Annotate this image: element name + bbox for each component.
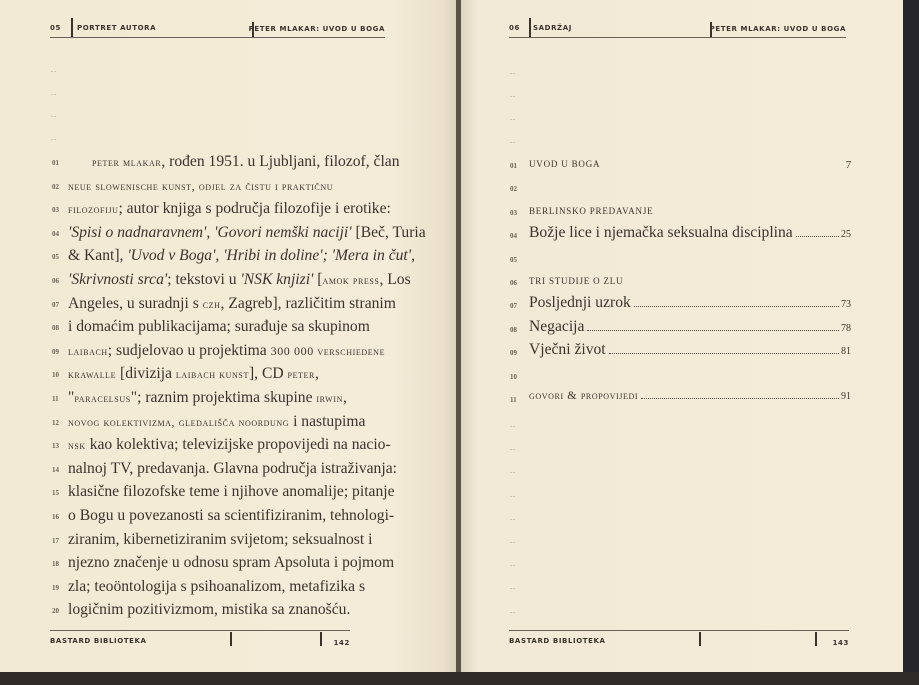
text-run: ,: [314, 365, 319, 383]
text-run: zla; teoöntologija s psihoanalizom, metafizika s: [68, 577, 366, 595]
text-line: [68, 271, 411, 289]
dot-leader: [609, 353, 839, 354]
placeholder-dots: ..: [510, 605, 516, 615]
line-number: 09: [52, 347, 59, 356]
text-line: [68, 413, 365, 431]
line-number: 13: [52, 442, 59, 451]
text-line: [68, 200, 391, 218]
placeholder-dots: ..: [510, 420, 516, 429]
toc-line-number: 07: [510, 302, 517, 311]
left-running-header: [50, 15, 385, 38]
footer-divider: [320, 632, 322, 646]
right-footer: [509, 630, 849, 651]
placeholder-dots: ..: [51, 132, 57, 142]
dot-leader: [587, 330, 839, 331]
line-number: 14: [52, 465, 59, 474]
toc-entry: [529, 388, 851, 403]
text-run: filozofiju: [68, 202, 119, 217]
line-number: 17: [52, 536, 59, 545]
text-run: nsk: [68, 438, 86, 453]
toc-line-number: 04: [510, 232, 517, 241]
line-number: 07: [52, 300, 59, 309]
text-run: i domaćim publikacijama; surađuje sa skupinom: [68, 318, 370, 336]
text-run: ], CD: [248, 365, 288, 383]
toc-section-heading: TRI STUDIJE O ZLU: [529, 276, 624, 286]
text-run: 'NSK knjizi': [240, 271, 314, 288]
placeholder-dots: ..: [510, 113, 516, 122]
left-footer: [50, 630, 350, 651]
line-number: 16: [52, 513, 59, 521]
text-run: klasične filozofske teme i njihove anomalije; pitanje: [68, 483, 395, 501]
text-line: [68, 460, 397, 478]
line-number: 08: [52, 324, 59, 333]
line-number: 11: [52, 395, 59, 403]
text-run: o Bogu u povezanosti sa scientifiziranim, tehnologi-: [68, 507, 395, 524]
toc-line-number: 02: [510, 185, 517, 194]
footer-divider: [230, 632, 232, 646]
toc-page-number: 81: [841, 346, 851, 358]
placeholder-dots: ..: [510, 489, 516, 499]
text-run: njezno značenje u odnosu spram Apsoluta i pojmom: [68, 554, 395, 572]
placeholder-dots: ..: [510, 136, 516, 145]
toc-entry-title: Vječni život: [529, 341, 606, 359]
placeholder-dots: ..: [51, 65, 57, 74]
text-run: neue slowenische kunst, odjel za čistu i praktičnu: [68, 178, 334, 193]
line-number: 03: [52, 206, 59, 215]
text-run: nalnoj TV, predavanja. Glavna područja istraživanja:: [68, 459, 397, 477]
text-run: laibach: [68, 343, 108, 358]
toc-entry: [529, 341, 851, 359]
text-run: 'Spisi o nadnaravnem', 'Govori nemški naciji': [68, 223, 352, 241]
text-run: krawalle: [68, 367, 117, 382]
text-run: ; sudjelovao u projektima: [107, 341, 271, 359]
text-line: [68, 483, 395, 501]
text-line: [68, 507, 394, 525]
text-run: ,: [342, 389, 347, 406]
book-bottom-edge: [0, 672, 919, 685]
header-divider: [529, 18, 531, 37]
text-run: ziranim, kibernetiziranim svijetom; seksualnost i: [68, 530, 373, 548]
text-run: paracelsus: [74, 391, 131, 405]
text-run: novog kolektivizma, gledališča noordung: [68, 414, 290, 429]
left-page: [0, 0, 458, 672]
toc-entry-title: Božje lice i njemačka seksualna disciplina: [529, 224, 793, 242]
placeholder-dots: ..: [510, 536, 516, 545]
text-run: , rođen 1951. u Ljubljani, filozof, član: [161, 153, 400, 170]
header-divider: [71, 18, 73, 37]
left-header-section: PORTRET AUTORA: [77, 24, 157, 32]
text-run: amok press: [322, 273, 380, 287]
toc-entry-title: govori & propovijedi: [529, 388, 639, 402]
toc-line-number: 06: [510, 279, 517, 287]
toc-line-number: 08: [510, 325, 517, 334]
line-number: 12: [52, 418, 59, 427]
text-run: peter mlakar: [92, 155, 162, 169]
text-run: 'Skrivnosti srca': [68, 271, 168, 288]
book-edge: [903, 0, 919, 685]
toc-page-number: 25: [841, 229, 851, 241]
text-run: & Kant],: [68, 247, 128, 265]
right-header-page-number: 06: [509, 24, 520, 32]
placeholder-dots: ..: [510, 582, 516, 592]
text-line: [68, 531, 372, 549]
right-footer-label: BASTARD BIBLIOTEKA: [509, 637, 606, 645]
left-header-page-number: 05: [50, 24, 61, 32]
text-line: [92, 153, 400, 171]
line-number: 18: [52, 560, 59, 569]
right-header-section: SADRŽAJ: [533, 24, 572, 32]
line-number: 19: [52, 583, 59, 592]
left-footer-label: BASTARD BIBLIOTEKA: [50, 637, 147, 645]
text-run: peter: [287, 367, 315, 382]
right-running-header: [509, 15, 846, 38]
line-number: 05: [52, 253, 59, 262]
toc-entry-title: Negacija: [529, 317, 585, 335]
text-run: [divizija: [116, 365, 176, 383]
line-number: 10: [52, 371, 59, 380]
placeholder-dots: ..: [51, 110, 57, 119]
placeholder-dots: ..: [510, 443, 516, 453]
text-run: "; raznim projektima skupine: [130, 389, 317, 406]
toc-page-number: 78: [841, 322, 851, 334]
toc-page-number: 91: [841, 391, 851, 402]
line-number: 01: [52, 159, 59, 167]
text-run: logičnim pozitivizmom, mistika sa znanošću.: [68, 601, 351, 619]
placeholder-dots: ..: [510, 466, 516, 476]
dot-leader: [796, 236, 839, 237]
toc-line-number: 01: [510, 162, 517, 170]
placeholder-dots: ..: [51, 87, 57, 97]
left-header-title: PETER MLAKAR: UVOD U BOGA: [248, 25, 385, 33]
toc-section-heading: BERLINSKO PREDAVANJE: [529, 205, 654, 216]
text-run: czh: [202, 296, 221, 311]
text-line: [68, 295, 396, 313]
text-line: [68, 224, 426, 242]
text-line: [68, 318, 370, 336]
text-run: kao kolektiva; televizijske propovijedi na nacio-: [85, 436, 391, 454]
line-number: 02: [52, 182, 59, 191]
placeholder-dots: ..: [510, 559, 516, 569]
toc-line-number: 09: [510, 349, 517, 358]
text-run: laibach kunst: [175, 367, 249, 382]
text-run: , Los: [379, 271, 411, 288]
line-number: 20: [52, 607, 59, 616]
text-line: [68, 436, 391, 454]
text-line: [68, 554, 394, 572]
text-run: 300 000 verschiedene: [270, 343, 386, 358]
text-run: i nastupima: [289, 412, 366, 430]
text-line: [68, 389, 347, 407]
text-line: [68, 601, 350, 619]
text-line: [68, 247, 415, 265]
placeholder-dots: ..: [510, 67, 516, 76]
text-run: , Zagreb], različitim stranim: [220, 294, 396, 312]
placeholder-dots: ..: [510, 90, 516, 99]
line-number: 15: [52, 489, 59, 498]
toc-entry: [529, 294, 851, 312]
footer-divider: [699, 632, 701, 646]
text-line: [68, 365, 319, 383]
toc-line-number: 03: [510, 208, 517, 217]
toc-page-number: 7: [845, 159, 852, 171]
right-footer-page-number: 143: [832, 639, 849, 647]
toc-line-number: 11: [510, 396, 517, 404]
toc-entry: [529, 224, 851, 242]
text-run: [Beč, Turia: [351, 223, 426, 241]
dot-leader: [634, 306, 839, 307]
toc-line-number: 05: [510, 255, 517, 264]
text-run: ": [68, 389, 75, 406]
text-run: irwin: [316, 391, 343, 405]
placeholder-dots: ..: [510, 512, 516, 522]
toc-line-number: 10: [510, 372, 517, 381]
text-run: [: [313, 271, 323, 288]
text-line: [68, 177, 333, 195]
toc-section-heading: UVOD U BOGA: [529, 159, 601, 169]
footer-divider: [815, 632, 817, 646]
line-number: 04: [52, 229, 59, 238]
right-header-title: PETER MLAKAR: UVOD U BOGA: [709, 25, 846, 33]
text-line: [68, 342, 385, 360]
dot-leader: [641, 398, 839, 399]
text-run: ; autor knjiga s područja filozofije i erotike:: [118, 200, 391, 218]
right-page: [460, 0, 903, 672]
toc-entry: [529, 318, 851, 336]
toc-page-number: 73: [841, 299, 851, 311]
line-number: 06: [52, 277, 59, 285]
text-line: [68, 578, 365, 596]
book-gutter: [456, 0, 461, 672]
text-run: Angeles, u suradnji s: [68, 294, 203, 312]
text-run: ; tekstovi u: [167, 271, 241, 288]
text-run: 'Uvod v Boga', 'Hribi in doline'; 'Mera in čut',: [127, 247, 415, 265]
toc-entry-title: Posljednji uzrok: [529, 294, 631, 312]
left-footer-page-number: 142: [333, 639, 350, 647]
